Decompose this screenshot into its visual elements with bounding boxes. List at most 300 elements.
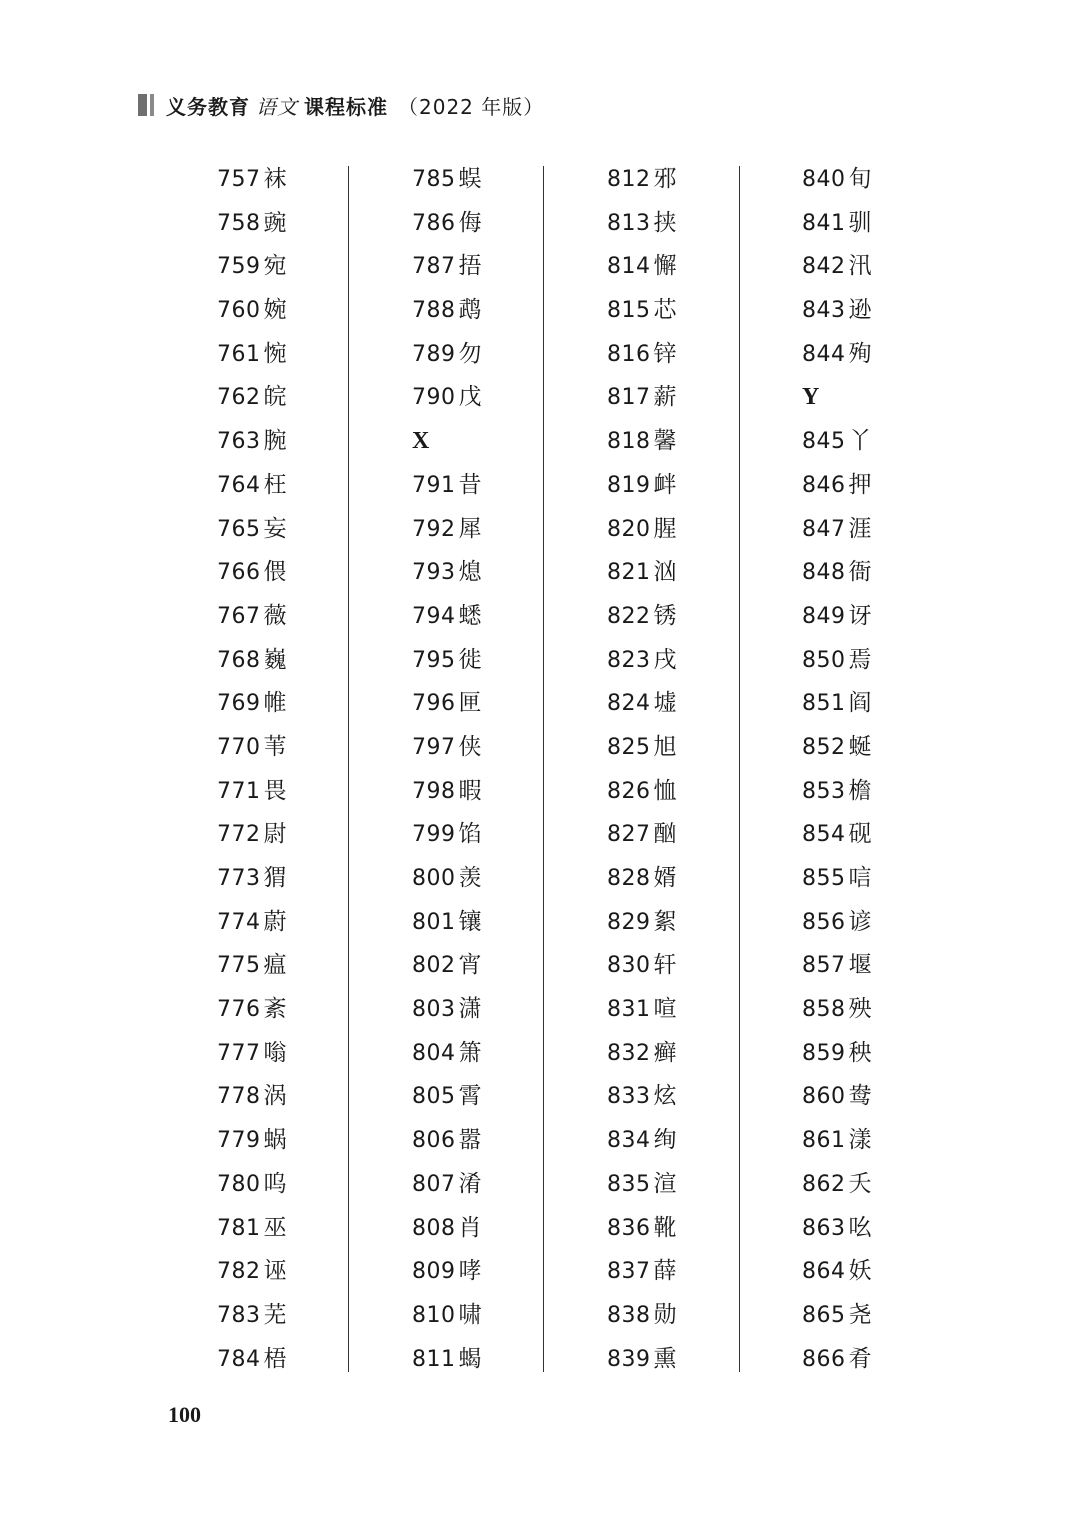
list-item (217, 944, 412, 988)
entry-character: 呜 (263, 1170, 287, 1197)
entry-number: 827 (607, 822, 651, 848)
entry-number: 844 (802, 341, 846, 367)
entry-character: 猬 (263, 865, 287, 891)
list-item (607, 988, 802, 1032)
entry-number: 823 (607, 647, 651, 673)
entry-character: 唁 (848, 865, 872, 891)
entry-character: 蜈 (458, 166, 482, 192)
entry-number: 840 (802, 167, 846, 192)
list-item (802, 1032, 997, 1076)
list-item (802, 551, 997, 595)
entry-number: 838 (607, 1302, 651, 1328)
list-item (217, 508, 412, 552)
entry-number: 842 (802, 254, 846, 280)
header-bar-thick (138, 94, 147, 116)
entry-character: 恤 (653, 777, 677, 804)
list-item (217, 202, 412, 246)
entry-number: 811 (412, 1346, 456, 1372)
list-item (412, 770, 607, 814)
entry-number: 802 (412, 953, 456, 979)
list-item (217, 376, 412, 420)
list-item (802, 464, 997, 508)
list-item (607, 682, 802, 726)
entry-number: 804 (412, 1040, 456, 1066)
entry-character: 漾 (848, 1127, 872, 1154)
entry-character: 腥 (653, 515, 677, 542)
entry-number: 785 (412, 167, 456, 192)
entry-number: 857 (802, 953, 846, 979)
list-item (217, 595, 412, 639)
list-item (802, 813, 997, 857)
entry-character: 墟 (653, 690, 677, 717)
list-item (802, 726, 997, 770)
entry-number: 812 (607, 167, 651, 192)
entry-character: 羡 (458, 865, 482, 891)
header-title-subject: 语文 (256, 94, 298, 119)
entry-number: 784 (217, 1346, 261, 1372)
list-item (607, 595, 802, 639)
entry-character: 侠 (458, 733, 482, 760)
entry-character: 涯 (848, 515, 872, 542)
entry-number: 863 (802, 1215, 846, 1241)
entry-number: 816 (607, 341, 651, 367)
list-item (802, 1250, 997, 1294)
entry-number: 845 (802, 429, 846, 455)
list-item (412, 595, 607, 639)
entry-character: 腕 (263, 428, 287, 455)
entry-character: 嗡 (263, 1039, 287, 1066)
list-item (217, 726, 412, 770)
list-item (802, 944, 997, 988)
entry-number: 799 (412, 822, 456, 848)
entry-character: 婉 (263, 297, 287, 324)
entry-character: 枉 (263, 471, 287, 498)
entry-character: 暇 (458, 777, 482, 804)
entry-character: 犀 (458, 515, 482, 542)
entry-number: 777 (217, 1040, 261, 1066)
entry-character: 旭 (653, 733, 677, 760)
entry-number: 832 (607, 1040, 651, 1066)
entry-character: 汛 (848, 253, 872, 280)
entry-number: 831 (607, 997, 651, 1023)
list-item (412, 333, 607, 377)
entry-number: 825 (607, 734, 651, 760)
entry-number: 819 (607, 472, 651, 498)
entry-character: 吆 (848, 1214, 872, 1241)
entry-number: 828 (607, 866, 651, 891)
entry-character: 侮 (458, 209, 482, 236)
entry-character: 豌 (263, 209, 287, 236)
entry-number: 783 (217, 1302, 261, 1328)
entry-character: 涡 (263, 1083, 287, 1110)
list-item (217, 813, 412, 857)
list-item (412, 158, 607, 202)
entry-number: 866 (802, 1346, 846, 1372)
list-item (412, 901, 607, 945)
entry-number: 766 (217, 560, 261, 586)
entry-character: 殃 (848, 996, 872, 1023)
list-item (607, 944, 802, 988)
list-item (412, 944, 607, 988)
list-item (607, 202, 802, 246)
entry-character: 谚 (848, 908, 872, 935)
list-item (412, 464, 607, 508)
entry-number: 805 (412, 1084, 456, 1110)
entry-number: 776 (217, 997, 261, 1023)
list-item (802, 1207, 997, 1251)
entry-number: 773 (217, 866, 261, 891)
entry-number: 796 (412, 691, 456, 717)
entry-number: 769 (217, 691, 261, 717)
list-item (802, 289, 997, 333)
section-letter: X (412, 428, 430, 455)
entry-number: 807 (412, 1171, 456, 1197)
entry-number: 814 (607, 254, 651, 280)
list-item (802, 1338, 997, 1382)
entry-character: 蝎 (458, 1345, 482, 1372)
header-title-part2: 课程标准 (304, 94, 388, 119)
entry-number: 790 (412, 385, 456, 411)
list-item (412, 988, 607, 1032)
list-item (802, 202, 997, 246)
entry-number: 759 (217, 254, 261, 280)
list-item (412, 1207, 607, 1251)
entry-number: 788 (412, 298, 456, 324)
entry-number: 817 (607, 385, 651, 411)
list-item (607, 901, 802, 945)
list-item (802, 420, 997, 464)
entry-number: 864 (802, 1259, 846, 1285)
list-item (802, 682, 997, 726)
entry-number: 778 (217, 1084, 261, 1110)
list-item (802, 770, 997, 814)
entry-character: 渲 (653, 1170, 677, 1197)
entry-number: 764 (217, 472, 261, 498)
entry-number: 801 (412, 909, 456, 935)
entry-number: 806 (412, 1128, 456, 1154)
character-list (155, 158, 935, 1374)
list-item (217, 770, 412, 814)
entry-character: 肖 (458, 1214, 482, 1241)
entry-character: 逊 (848, 297, 872, 324)
entry-number: 841 (802, 210, 846, 236)
list-item (412, 1250, 607, 1294)
list-item (607, 289, 802, 333)
entry-number: 762 (217, 385, 261, 411)
entry-character: 紊 (263, 996, 287, 1023)
character-column-4 (802, 158, 997, 1374)
entry-character: 潇 (458, 996, 482, 1023)
list-item (412, 289, 607, 333)
list-item (217, 1075, 412, 1119)
entry-character: 蔚 (263, 908, 287, 935)
entry-character: 挟 (653, 209, 677, 236)
entry-number: 760 (217, 298, 261, 324)
entry-number: 798 (412, 778, 456, 804)
entry-number: 852 (802, 734, 846, 760)
list-item (412, 857, 607, 901)
entry-number: 813 (607, 210, 651, 236)
entry-character: 砚 (848, 821, 872, 848)
entry-character: 婿 (653, 865, 677, 891)
list-item (217, 901, 412, 945)
section-letter: Y (802, 384, 820, 411)
entry-number: 803 (412, 997, 456, 1023)
entry-character: 薛 (653, 1258, 677, 1285)
entry-character: 薇 (263, 602, 287, 629)
list-item (607, 726, 802, 770)
list-item (217, 1294, 412, 1338)
entry-character: 啸 (458, 1301, 482, 1328)
entry-number: 800 (412, 866, 456, 891)
entry-character: 堰 (848, 952, 872, 979)
entry-number: 848 (802, 560, 846, 586)
column-divider (739, 166, 740, 1372)
entry-character: 苇 (263, 733, 287, 760)
list-item (802, 639, 997, 683)
list-item (412, 1032, 607, 1076)
entry-character: 酗 (653, 821, 677, 848)
list-item (217, 1207, 412, 1251)
list-item (217, 333, 412, 377)
entry-character: 戊 (458, 384, 482, 411)
list-item (412, 551, 607, 595)
entry-character: 惋 (263, 340, 287, 367)
entry-character: 鹉 (458, 297, 482, 324)
list-item (607, 1075, 802, 1119)
entry-number: 763 (217, 429, 261, 455)
entry-number: 824 (607, 691, 651, 717)
entry-character: 秧 (848, 1039, 872, 1066)
entry-number: 775 (217, 953, 261, 979)
entry-number: 780 (217, 1171, 261, 1197)
entry-number: 789 (412, 341, 456, 367)
list-item (217, 1032, 412, 1076)
list-item (217, 551, 412, 595)
entry-character: 馅 (458, 821, 482, 848)
entry-character: 蜒 (848, 733, 872, 760)
entry-number: 767 (217, 603, 261, 629)
entry-character: 汹 (653, 559, 677, 586)
header-edition: （2022 年版） (398, 94, 545, 119)
list-item (802, 988, 997, 1032)
list-item (802, 1119, 997, 1163)
entry-character: 絮 (653, 908, 677, 935)
entry-character: 绚 (653, 1127, 677, 1154)
entry-number: 830 (607, 953, 651, 979)
entry-number: 854 (802, 822, 846, 848)
entry-number: 770 (217, 734, 261, 760)
entry-character: 尧 (848, 1301, 872, 1328)
entry-character: 箫 (458, 1039, 482, 1066)
header-bar-marks (138, 94, 154, 116)
list-item (217, 245, 412, 289)
entry-number: 795 (412, 647, 456, 673)
entry-number: 865 (802, 1302, 846, 1328)
entry-character: 邪 (653, 166, 677, 192)
list-item (802, 333, 997, 377)
entry-character: 勿 (458, 340, 482, 367)
entry-character: 熄 (458, 559, 482, 586)
entry-character: 驯 (848, 209, 872, 236)
list-item (607, 508, 802, 552)
list-item (412, 376, 607, 420)
entry-number: 761 (217, 341, 261, 367)
entry-character: 阎 (848, 690, 872, 717)
header-title-part1: 义务教育 (166, 94, 250, 119)
entry-number: 787 (412, 254, 456, 280)
entry-character: 巫 (263, 1214, 287, 1241)
entry-character: 讶 (848, 602, 872, 629)
entry-number: 821 (607, 560, 651, 586)
list-item (802, 595, 997, 639)
entry-character: 癣 (653, 1039, 677, 1066)
entry-character: 蟋 (458, 602, 482, 629)
list-item (802, 901, 997, 945)
list-item (607, 1338, 802, 1382)
entry-number: 847 (802, 516, 846, 542)
entry-number: 839 (607, 1346, 651, 1372)
entry-number: 859 (802, 1040, 846, 1066)
list-item (607, 639, 802, 683)
entry-number: 822 (607, 603, 651, 629)
entry-character: 勋 (653, 1301, 677, 1328)
entry-character: 馨 (653, 428, 677, 455)
list-item (412, 245, 607, 289)
entry-character: 懈 (653, 253, 677, 280)
list-item (802, 508, 997, 552)
column-divider (543, 166, 544, 1372)
entry-character: 锈 (653, 602, 677, 629)
entry-number: 853 (802, 778, 846, 804)
entry-number: 835 (607, 1171, 651, 1197)
entry-character: 巍 (263, 646, 287, 673)
list-item (412, 508, 607, 552)
entry-character: 捂 (458, 253, 482, 280)
entry-character: 镶 (458, 908, 482, 935)
list-item (217, 420, 412, 464)
list-item (412, 1075, 607, 1119)
entry-character: 戌 (653, 646, 677, 673)
entry-character: 霄 (458, 1083, 482, 1110)
list-item (412, 639, 607, 683)
list-item (217, 1250, 412, 1294)
list-item (607, 1250, 802, 1294)
entry-character: 帷 (263, 690, 287, 717)
list-item (607, 158, 802, 202)
entry-character: 靴 (653, 1214, 677, 1241)
list-item (607, 333, 802, 377)
list-item (412, 202, 607, 246)
list-item (607, 1207, 802, 1251)
list-item (802, 158, 997, 202)
running-header (138, 90, 544, 120)
list-item (607, 770, 802, 814)
entry-character: 鸯 (848, 1083, 872, 1110)
entry-character: 昔 (458, 471, 482, 498)
entry-character: 轩 (653, 952, 677, 979)
list-item (217, 289, 412, 333)
entry-character: 锌 (653, 340, 677, 367)
list-item (217, 1119, 412, 1163)
entry-character: 尉 (263, 821, 287, 848)
entry-number: 757 (217, 167, 261, 192)
list-item (217, 1338, 412, 1382)
list-item (607, 551, 802, 595)
header-bar-thin (150, 94, 154, 116)
entry-number: 850 (802, 647, 846, 673)
entry-character: 喧 (653, 996, 677, 1023)
entry-number: 861 (802, 1128, 846, 1154)
list-item (802, 1163, 997, 1207)
list-item (607, 376, 802, 420)
list-item (412, 1119, 607, 1163)
entry-number: 820 (607, 516, 651, 542)
entry-number: 792 (412, 516, 456, 542)
entry-number: 779 (217, 1128, 261, 1154)
column-divider (348, 166, 349, 1372)
list-item (607, 1294, 802, 1338)
entry-character: 蜗 (263, 1127, 287, 1154)
entry-character: 嚣 (458, 1127, 482, 1154)
list-item (607, 464, 802, 508)
entry-number: 855 (802, 866, 846, 891)
entry-number: 797 (412, 734, 456, 760)
entry-character: 芯 (653, 297, 677, 324)
list-item (607, 1119, 802, 1163)
entry-character: 熏 (653, 1345, 677, 1372)
entry-character: 宛 (263, 253, 287, 280)
entry-character: 哮 (458, 1258, 482, 1285)
entry-character: 旬 (848, 166, 872, 192)
character-column-2 (412, 158, 607, 1374)
page-number: 100 (168, 1402, 201, 1427)
list-item (607, 420, 802, 464)
entry-number: 768 (217, 647, 261, 673)
entry-number: 836 (607, 1215, 651, 1241)
entry-number: 860 (802, 1084, 846, 1110)
list-item (802, 1075, 997, 1119)
list-item (217, 988, 412, 1032)
list-item (412, 682, 607, 726)
entry-number: 786 (412, 210, 456, 236)
list-item (802, 857, 997, 901)
entry-number: 810 (412, 1302, 456, 1328)
entry-character: 皖 (263, 384, 287, 411)
entry-number: 849 (802, 603, 846, 629)
list-item (607, 1032, 802, 1076)
header-title (166, 91, 544, 120)
entry-character: 丫 (848, 428, 872, 455)
entry-number: 851 (802, 691, 846, 717)
list-item (607, 813, 802, 857)
character-column-1 (217, 158, 412, 1374)
list-item (217, 158, 412, 202)
entry-number: 793 (412, 560, 456, 586)
entry-character: 畏 (263, 777, 287, 804)
entry-character: 诬 (263, 1258, 287, 1285)
entry-character: 妄 (263, 515, 287, 542)
entry-character: 淆 (458, 1170, 482, 1197)
entry-character: 妖 (848, 1258, 872, 1285)
list-item (412, 726, 607, 770)
list-item (607, 857, 802, 901)
entry-number: 765 (217, 516, 261, 542)
entry-character: 袜 (263, 166, 287, 192)
entry-number: 856 (802, 909, 846, 935)
entry-number: 808 (412, 1215, 456, 1241)
character-column-3 (607, 158, 802, 1374)
